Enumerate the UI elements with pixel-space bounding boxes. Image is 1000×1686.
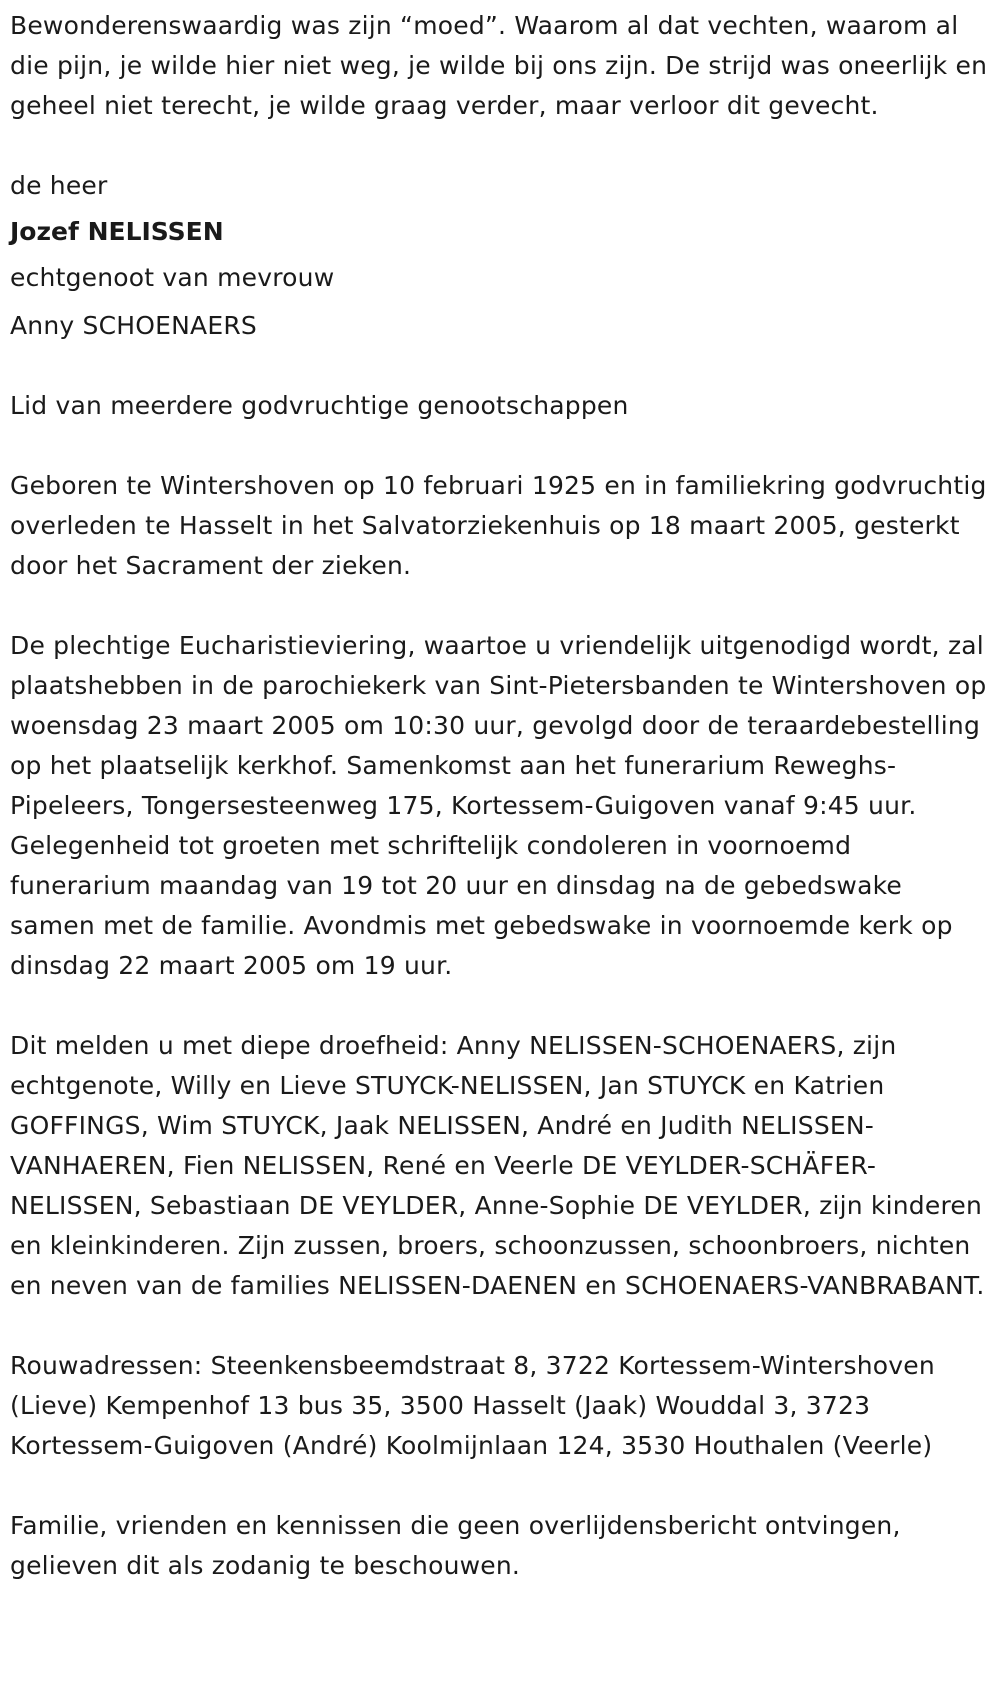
- spacer: [10, 586, 990, 626]
- spacer: [10, 1306, 990, 1346]
- spacer: [10, 298, 990, 306]
- family-paragraph: Dit melden u met diepe droefheid: Anny NELISSEN-SCHOENAERS, zijn echtgenote, Willy en Lieve STUYCK-NELISSEN, Jan STUYCK en Katrien GOFFINGS, Wim STUYCK, Jaak NELISSEN, André en Judith NELISSEN-VANHAEREN, Fien NELISSEN, René en Veerle DE VEYLDER-SCHÄFER-NELISSEN, Sebastiaan DE VEYLDER, Anne-Sophie DE VEYLDER, zijn kinderen en kleinkinderen. Zijn zussen, broers, schoonzussen, schoonbroers, nichten en neven van de families NELISSEN-DAENEN en SCHOENAERS-VANBRABANT.: [10, 1031, 985, 1300]
- closing-paragraph: Familie, vrienden en kennissen die geen overlijdensbericht ontvingen, gelieven dit als zodanig te beschouwen.: [10, 1511, 901, 1580]
- salutation: de heer: [10, 171, 108, 200]
- ceremony-paragraph: De plechtige Eucharistieviering, waartoe u vriendelijk uitgenodigd wordt, zal plaatshebben in de parochiekerk van Sint-Pietersbanden te Wintershoven op woensdag 23 maart 2005 om 10:30 uur, gevolgd door de teraardebestelling op het plaatselijk kerkhof. Samenkomst aan het funerarium Reweghs-Pipeleers, Tongersesteenweg 175, Kortessem-Guigoven vanaf 9:45 uur. Gelegenheid tot groeten met schriftelijk condoleren in voornoemd funerarium maandag van 19 tot 20 uur en dinsdag na de gebedswake samen met de familie. Avondmis met gebedswake in voornoemde kerk op dinsdag 22 maart 2005 om 19 uur.: [10, 631, 987, 980]
- birth-death-paragraph: Geboren te Wintershoven op 10 februari 1925 en in familiekring godvruchtig overleden te Hasselt in het Salvatorziekenhuis op 18 maart 2005, gesterkt door het Sacrament der zieken.: [10, 471, 987, 580]
- spouse-name: Anny SCHOENAERS: [10, 311, 257, 340]
- spacer: [10, 986, 990, 1026]
- spacer: [10, 426, 990, 466]
- spacer: [10, 126, 990, 166]
- addresses-paragraph: Rouwadressen: Steenkensbeemdstraat 8, 3722 Kortessem-Wintershoven (Lieve) Kempenhof 13 bus 35, 3500 Hasselt (Jaak) Wouddal 3, 3723 Kortessem-Guigoven (André) Koolmijnlaan 124, 3530 Houthalen (Veerle): [10, 1351, 935, 1460]
- spacer: [10, 346, 990, 386]
- membership-paragraph: Lid van meerdere godvruchtige genootschappen: [10, 391, 629, 420]
- spacer: [10, 1466, 990, 1506]
- spouse-line: echtgenoot van mevrouw: [10, 263, 335, 292]
- deceased-name: Jozef NELISSEN: [10, 217, 224, 246]
- intro-paragraph: Bewonderenswaardig was zijn “moed”. Waarom al dat vechten, waarom al die pijn, je wilde hier niet weg, je wilde bij ons zijn. De strijd was oneerlijk en geheel niet terecht, je wilde graag verder, maar verloor dit gevecht.: [10, 11, 988, 120]
